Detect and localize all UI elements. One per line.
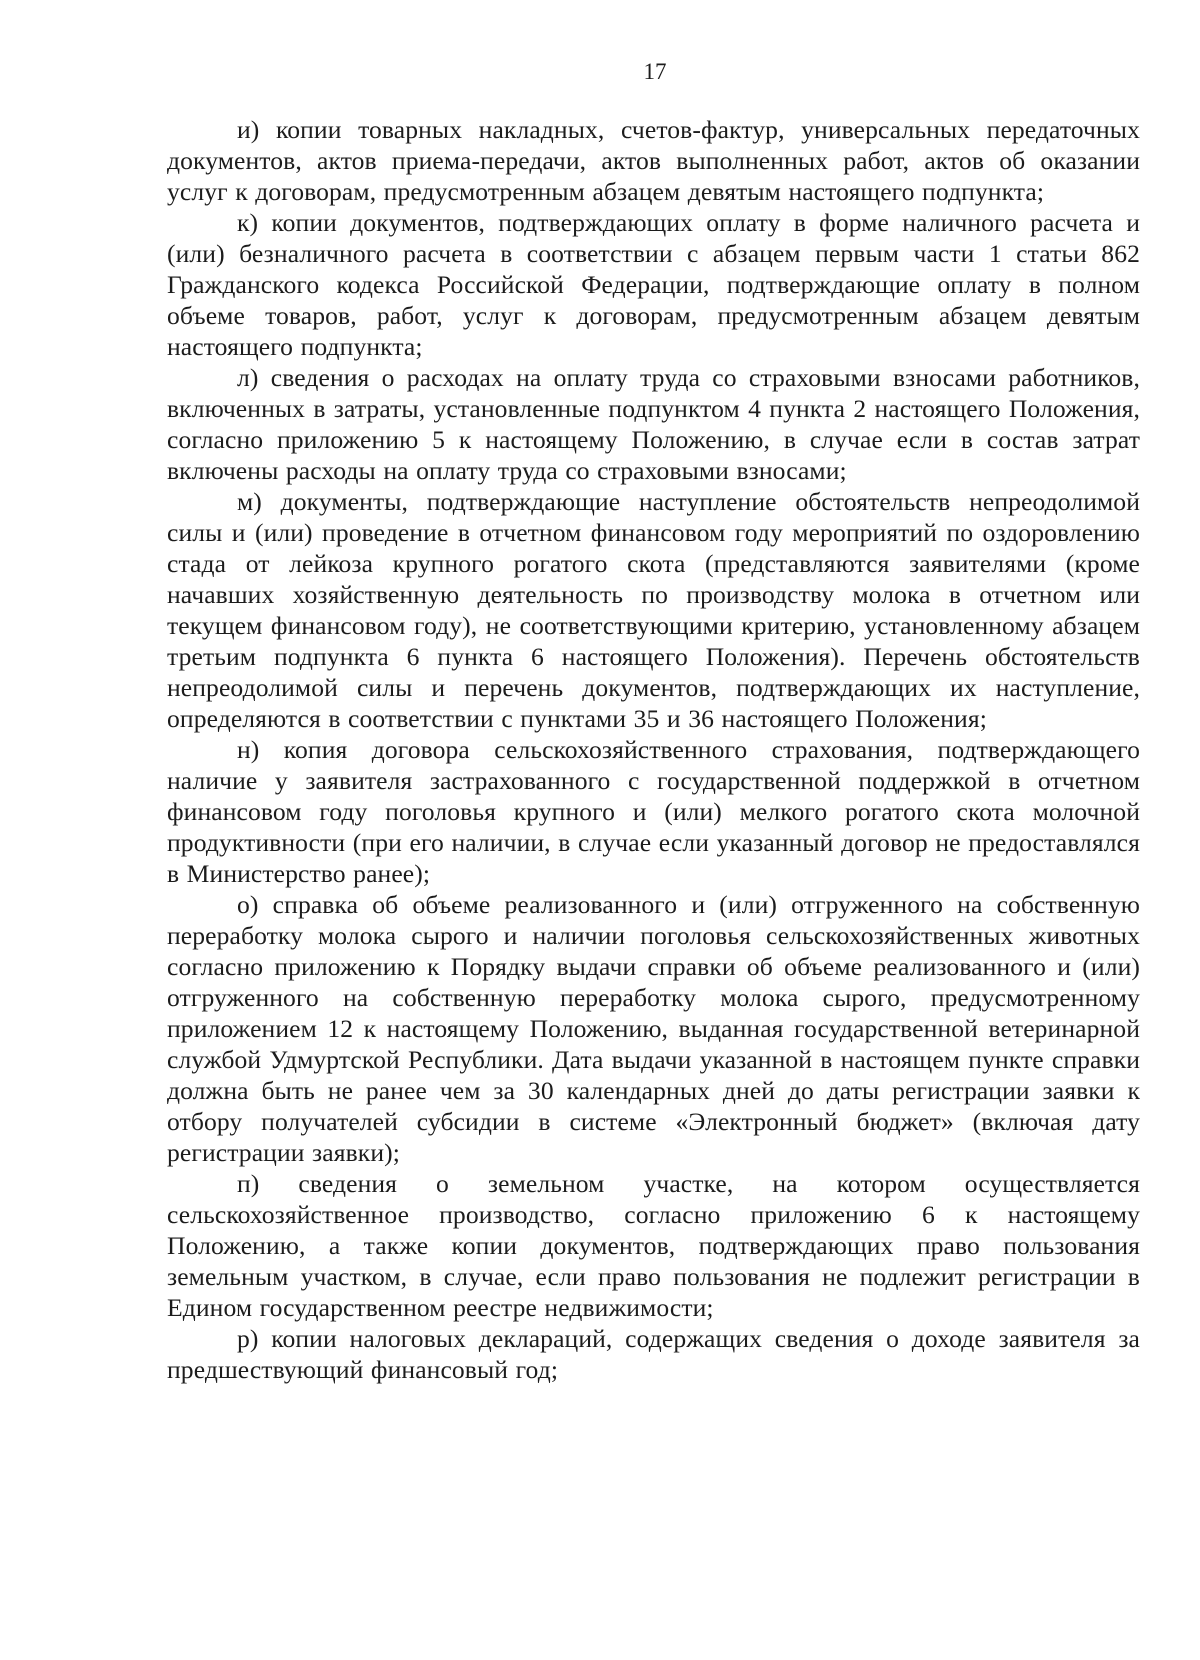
paragraph-p-land-plot: п) сведения о земельном участке, на котором осуществляется сельскохозяйственное производство, согласно приложению 6 к настоящему Положению, а также копии документов, подтверждающих право пользования земельным участком, в случае, если право пользования не подлежит регистрации в Едином государственном реестре недвижимости; [167, 1169, 1140, 1322]
paragraph-m-force-majeure: м) документы, подтверждающие наступление обстоятельств непреодолимой силы и (или) проведение в отчетном финансовом году мероприятий по оздоровлению стада от лейкоза крупного рогатого скота (представляются заявителями (кроме начавших хозяйственную деятельность по производству молока в отчетном или текущем финансовом году), не соответствующими критерию, установленному абзацем третьим подпункта 6 пункта 6 настоящего Положения). Перечень обстоятельств непреодолимой силы и перечень документов, подтверждающих их наступление, определяются в соответствии с пунктами 35 и 36 настоящего Положения; [167, 487, 1140, 733]
paragraph-k-payment-documents: к) копии документов, подтверждающих оплату в форме наличного расчета и (или) безналичного расчета в соответствии с абзацем первым части 1 статьи 862 Гражданского кодекса Российской Федерации, подтверждающие оплату в полном объеме товаров, работ, услуг к договорам, предусмотренным абзацем девятым настоящего подпункта; [167, 208, 1140, 361]
paragraph-n-insurance-contract: н) копия договора сельскохозяйственного страхования, подтверждающего наличие у заявителя застрахованного с государственной поддержкой в отчетном финансовом году поголовья крупного и (или) мелкого рогатого скота молочной продуктивности (при его наличии, в случае если указанный договор не предоставлялся в Министерство ранее); [167, 735, 1140, 888]
paragraph-r-tax-declarations: р) копии налоговых деклараций, содержащих сведения о доходе заявителя за предшествующий финансовый год; [167, 1324, 1140, 1384]
document-body [167, 114, 1140, 1385]
page-number: 17 [643, 59, 667, 84]
paragraph-l-labor-costs: л) сведения о расходах на оплату труда со страховыми взносами работников, включенных в затраты, установленные подпунктом 4 пункта 2 настоящего Положения, согласно приложению 5 к настоящему Положению, в случае если в состав затрат включены расходы на оплату труда со страховыми взносами; [167, 363, 1140, 485]
paragraph-i-invoices: и) копии товарных накладных, счетов-фактур, универсальных передаточных документов, актов приема-передачи, актов выполненных работ, актов об оказании услуг к договорам, предусмотренным абзацем девятым настоящего подпункта; [167, 115, 1140, 206]
paragraph-o-milk-certificate: о) справка об объеме реализованного и (или) отгруженного на собственную переработку молока сырого и наличии поголовья сельскохозяйственных животных согласно приложению к Порядку выдачи справки об объеме реализованного и (или) отгруженного на собственную переработку молока сырого, предусмотренному приложением 12 к настоящему Положению, выданная государственной ветеринарной службой Удмуртской Республики. Дата выдачи указанной в настоящем пункте справки должна быть не ранее чем за 30 календарных дней до даты регистрации заявки к отбору получателей субсидии в системе «Электронный бюджет» (включая дату регистрации заявки); [167, 890, 1140, 1167]
